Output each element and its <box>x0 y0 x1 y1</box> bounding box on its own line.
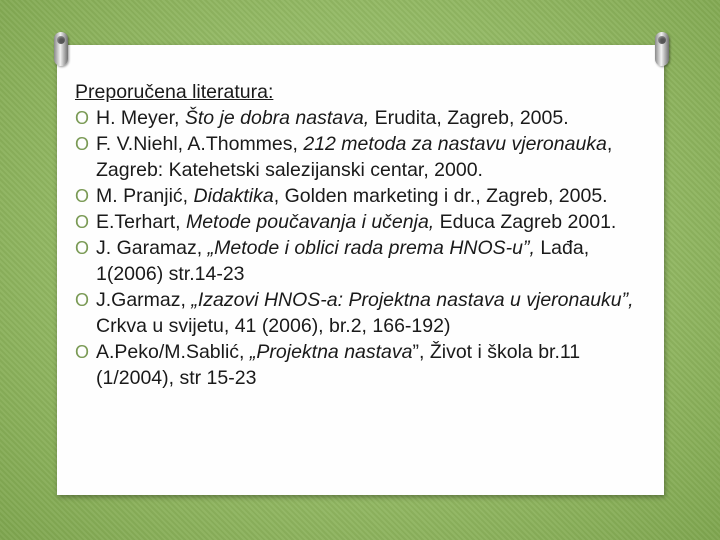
section-heading: Preporučena literatura: <box>75 81 274 103</box>
list-item: O J.Garmaz, „Izazovi HNOS-a: Projektna nastava u vjeronauku”, Crkva u svijetu, 41 (2006), br.2, 166-192) <box>75 289 634 337</box>
bullet-icon: O <box>75 134 90 154</box>
pushpin-icon <box>655 32 669 66</box>
bullet-icon: O <box>75 342 90 362</box>
bullet-icon: O <box>75 212 90 232</box>
literature-list <box>75 105 660 391</box>
list-item: O A.Peko/M.Sablić, „Projektna nastava”, Život i škola br.11 (1/2004), str 15-23 <box>75 341 581 389</box>
list-item: O E.Terhart, Metode poučavanja i učenja, Educa Zagreb 2001. <box>75 211 617 233</box>
bullet-icon: O <box>75 186 90 206</box>
list-item: O H. Meyer, Što je dobra nastava, Erudita, Zagreb, 2005. <box>75 107 569 129</box>
list-item: O F. V.Niehl, A.Thommes, 212 metoda za nastavu vjeronauka, Zagreb: Katehetski salezijanski centar, 2000. <box>75 133 613 181</box>
list-item: O M. Pranjić, Didaktika, Golden marketing i dr., Zagreb, 2005. <box>75 185 608 207</box>
bullet-icon: O <box>75 290 90 310</box>
pushpin-icon <box>54 32 68 66</box>
list-item: O J. Garamaz, „Metode i oblici rada prema HNOS-u”, Lađa, 1(2006) str.14-23 <box>75 237 590 285</box>
literature-section <box>75 79 660 391</box>
bullet-icon: O <box>75 238 90 258</box>
bullet-icon: O <box>75 108 90 128</box>
